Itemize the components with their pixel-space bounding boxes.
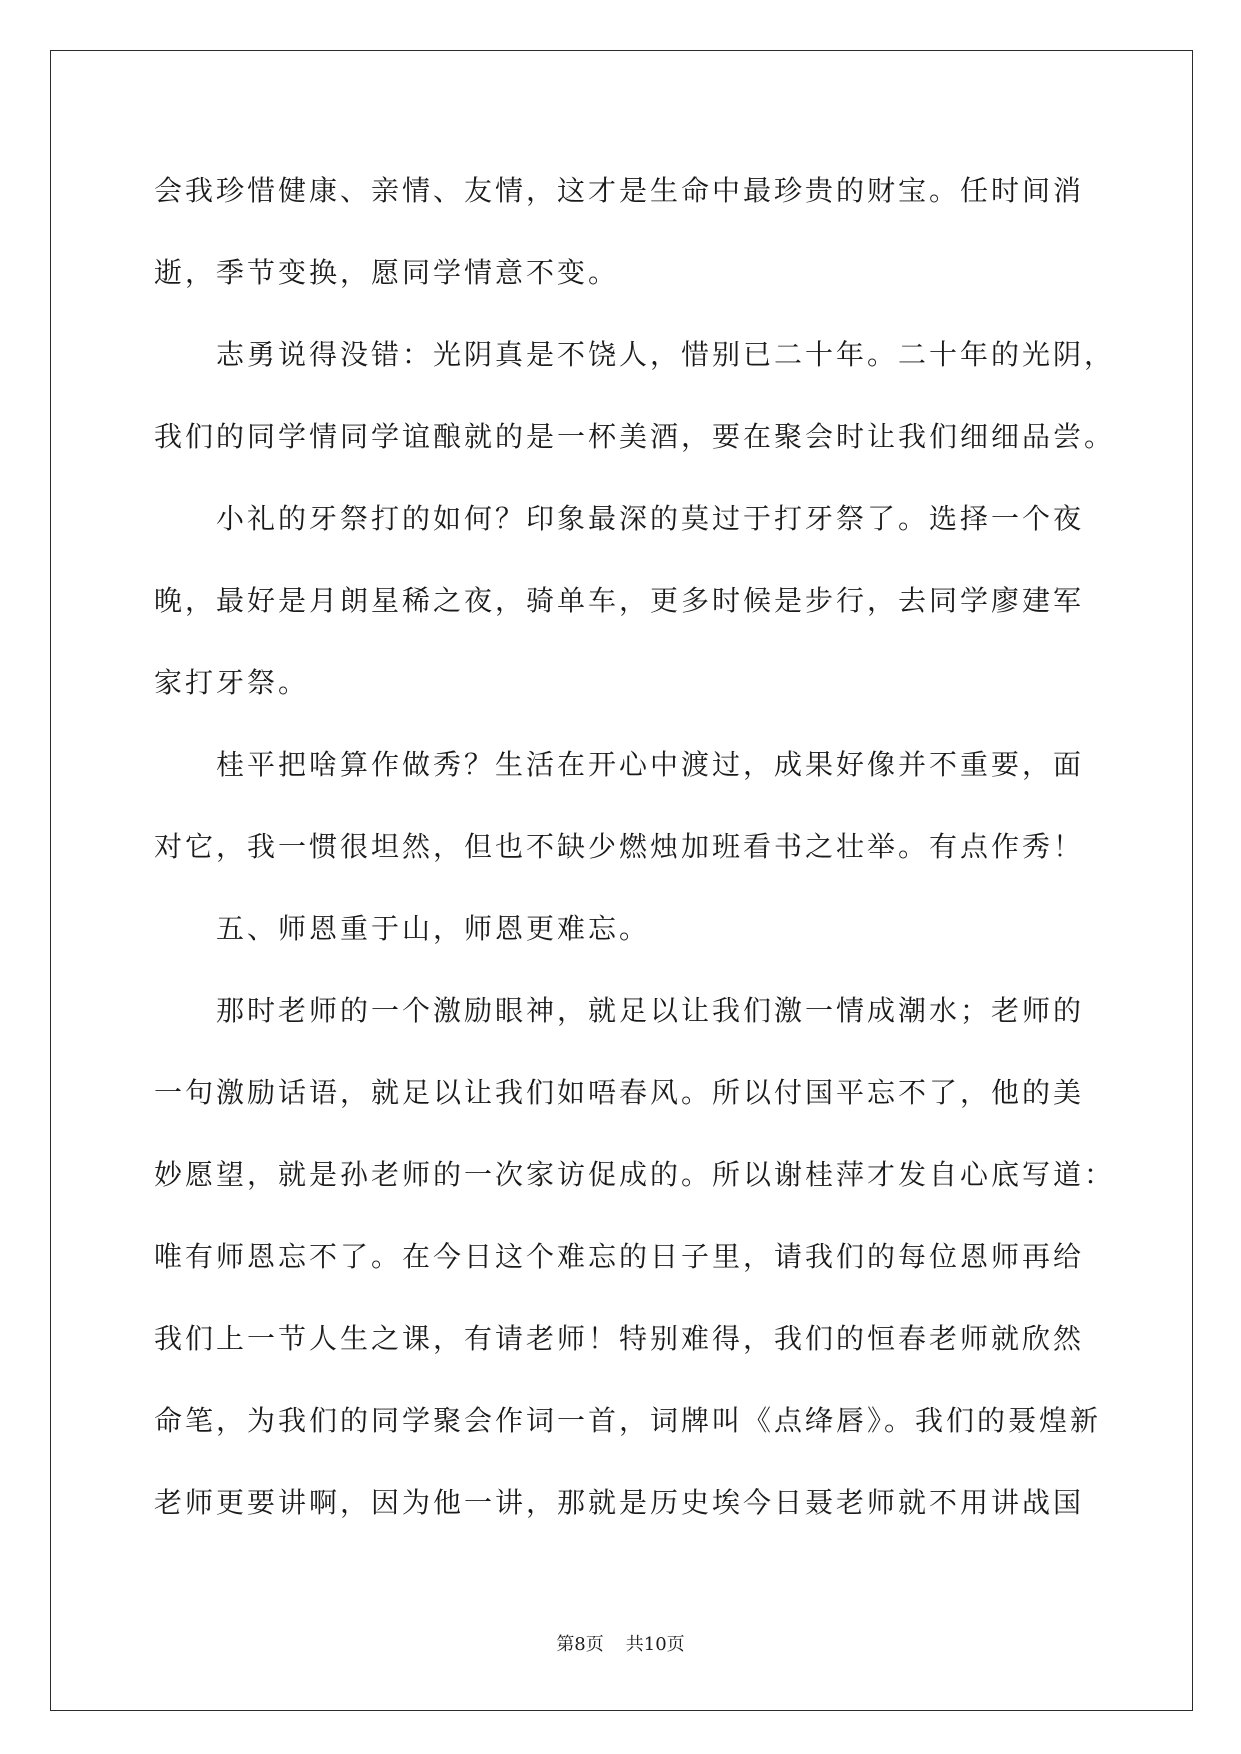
paragraph-start-line: 桂平把啥算作做秀？生活在开心中渡过，成果好像并不重要，面 [216, 748, 1085, 781]
paragraph-start-line: 志勇说得没错：光阴真是不饶人，惜别已二十年。二十年的光阴， [216, 338, 1116, 371]
text-line: 逝，季节变换，愿同学情意不变。 [154, 256, 620, 289]
text-line: 老师更要讲啊，因为他一讲，那就是历史埃今日聂老师就不用讲战国 [154, 1486, 1085, 1519]
text-line: 妙愿望，就是孙老师的一次家访促成的。所以谢桂萍才发自心底写道： [154, 1158, 1116, 1191]
text-line: 唯有师恩忘不了。在今日这个难忘的日子里，请我们的每位恩师再给 [154, 1240, 1085, 1273]
text-line: 我们的同学情同学谊酿就的是一杯美酒，要在聚会时让我们细细品尝。 [154, 420, 1116, 453]
text-line: 晚，最好是月朗星稀之夜，骑单车，更多时候是步行，去同学廖建军 [154, 584, 1085, 617]
text-line: 命笔，为我们的同学聚会作词一首，词牌叫《点绛唇》。我们的聂煌新 [154, 1404, 1102, 1437]
section-heading: 五、师恩重于山，师恩更难忘。 [216, 912, 651, 945]
text-line: 我们上一节人生之课，有请老师！特别难得，我们的恒春老师就欣然 [154, 1322, 1085, 1355]
current-page-number: 第8页 [556, 1634, 604, 1655]
document-body [154, 150, 1154, 1544]
text-line: 对它，我一惯很坦然，但也不缺少燃烛加班看书之壮举。有点作秀！ [154, 830, 1085, 863]
total-pages: 共10页 [625, 1634, 685, 1655]
text-line: 家打牙祭。 [154, 666, 310, 699]
text-line: 一句激励话语，就足以让我们如唔春风。所以付国平忘不了，他的美 [154, 1076, 1085, 1109]
text-line: 会我珍惜健康、亲情、友情，这才是生命中最珍贵的财宝。任时间消 [154, 174, 1085, 207]
page-footer [0, 1630, 1241, 1660]
paragraph-start-line: 那时老师的一个激励眼神，就足以让我们激一情成潮水；老师的 [216, 994, 1085, 1027]
paragraph-start-line: 小礼的牙祭打的如何？印象最深的莫过于打牙祭了。选择一个夜 [216, 502, 1085, 535]
